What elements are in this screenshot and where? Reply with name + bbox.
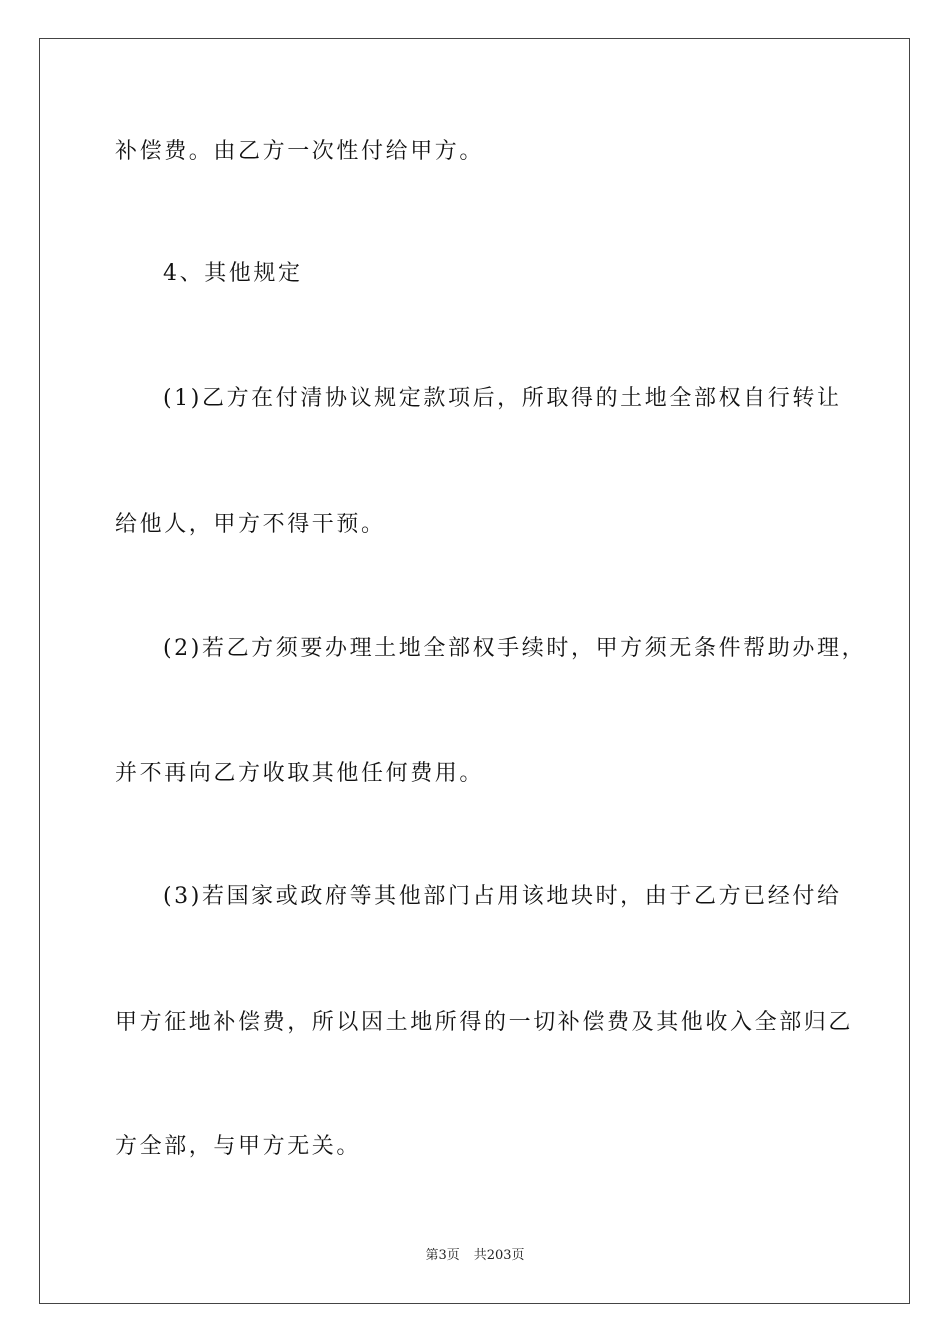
page-border	[39, 38, 910, 1304]
clause-3-line-2: 甲方征地补偿费，所以因土地所得的一切补偿费及其他收入全部归乙	[115, 1010, 854, 1035]
page-footer	[0, 1249, 950, 1262]
clause-1-line-2: 给他人，甲方不得干预。	[115, 512, 386, 537]
total-pages: 共203页	[473, 1248, 525, 1263]
clause-3-line-3: 方全部，与甲方无关。	[115, 1134, 362, 1159]
clause-2-line-1: (2)若乙方须要办理土地全部权手续时，甲方须无条件帮助办理，	[163, 636, 867, 661]
section-heading-other-provisions: 4、其他规定	[163, 261, 303, 286]
clause-1-line-1: (1)乙方在付清协议规定款项后，所取得的土地全部权自行转让	[163, 386, 842, 411]
clause-2-line-2: 并不再向乙方收取其他任何费用。	[115, 761, 485, 786]
clause-3-line-1: (3)若国家或政府等其他部门占用该地块时，由于乙方已经付给	[163, 884, 842, 909]
body-line-1: 补偿费。由乙方一次性付给甲方。	[115, 139, 485, 164]
page-number: 第3页	[425, 1248, 460, 1263]
